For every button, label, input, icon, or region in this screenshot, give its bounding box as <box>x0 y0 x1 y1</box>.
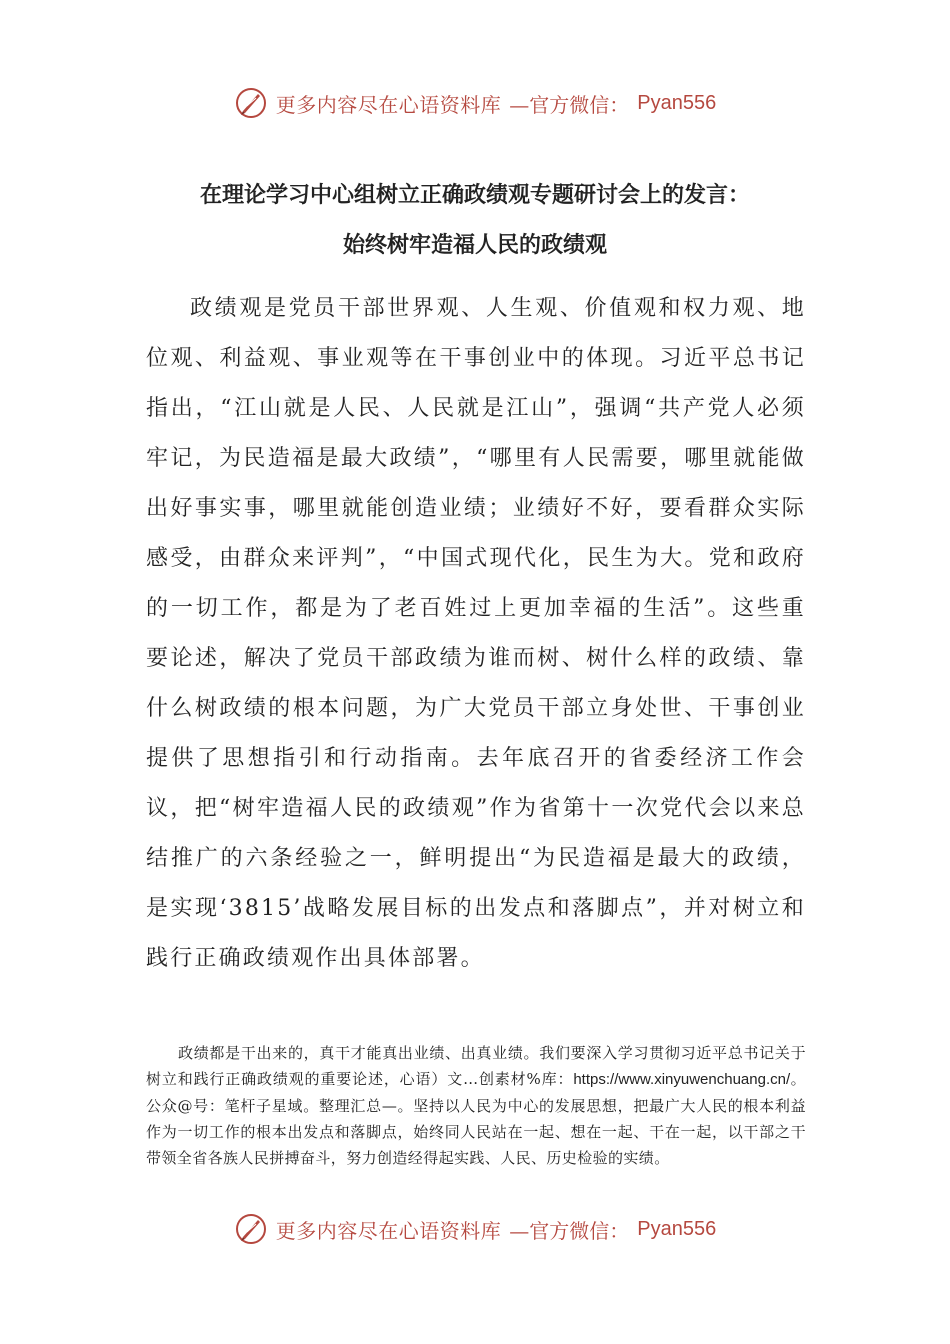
brand-name: 更多内容尽在心语资料库 <box>275 92 502 117</box>
source-url: https://www.xinyuwenchuang.cn/ <box>573 1071 791 1088</box>
document-title: 在理论学习中心组树立正确政绩观专题研讨会上的发言： <box>199 183 750 208</box>
wechat-id: Pyan556 <box>637 91 717 114</box>
wechat-label: —官方微信： <box>509 1218 630 1243</box>
quill-pen-icon <box>234 1212 268 1246</box>
wechat-label: —官方微信： <box>509 92 630 117</box>
quill-pen-icon <box>234 86 268 120</box>
paragraph-2-text-start: 政绩都是干出来的，真干才能真出业绩、出真业绩。我们要深入学习贯彻习近平总书记关于树立和践行正确政绩观的重要论述，心语）文…创素材%库： <box>146 1044 806 1088</box>
header-banner <box>0 80 950 126</box>
body-paragraph-1: 政绩观是党员干部世界观、人生观、价值观和权力观、地位观、利益观、事业观等在干事创业中的体现。习近平总书记指出，“江山就是人民、人民就是江山”，强调“共产党人必须牢记，为民造福是最大政绩”，“哪里有人民需要，哪里就能做出好事实事，哪里就能创造业绩；业绩好不好，要看群众实际感受，由群众来评判”，“中国式现代化，民生为大。党和政府的一切工作，都是为了老百姓过上更加幸福的生活”。这些重要论述，解决了党员干部政绩为谁而树、树什么样的政绩、靠什么树政绩的根本问题，为广大党员干部立身处世、干事创业提供了思想指引和行动指南。去年底召开的省委经济工作会议，把“树牢造福人民的政绩观”作为省第十一次党代会以来总结推广的六条经验之一，鲜明提出“为民造福是最大的政绩，是实现‘3815’战略发展目标的出发点和落脚点”，并对树立和践行正确政绩观作出具体部署。 <box>146 296 806 971</box>
paragraph-2-text-end: 。公众@号：笔杆子星域。整理汇总—。坚持以人民为中心的发展思想，把最广大人民的根本利益作为一切工作的根本出发点和落脚点，始终同人民站在一起、想在一起、干在一起，以干部之干带领全省各族人民拼搏奋斗，努力创造经得起实践、人民、历史检验的实绩。 <box>146 1070 806 1167</box>
document-subtitle: 始终树牢造福人民的政绩观 <box>342 233 607 258</box>
body-paragraph-2 <box>146 1040 806 1171</box>
footer-banner <box>0 1206 950 1252</box>
wechat-id: Pyan556 <box>637 1217 717 1240</box>
brand-name: 更多内容尽在心语资料库 <box>275 1218 502 1243</box>
